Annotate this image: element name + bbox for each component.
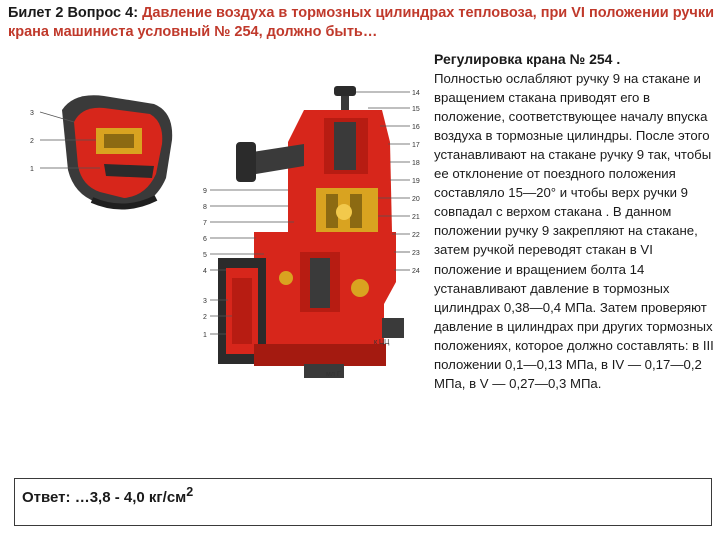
instruction-body: Полностью ослабляют ручку 9 на стакане и вращением стакана приводят его в положение, соответствующее началу впуска воздуха в тормозные цилиндры. После этого устанавливают на стакане ручку 9 так, чтобы ее отклонение от поездного положения составляло 15—20° и чтобы верх ручки 9 совпадал с верхом стакана . В данном положении ручку 9 закрепляют на стакане, затем ручкой переводят стакан в VI положение и вращением болта 14 устанавливают давление в тормозных цилиндрах 0,38—0,4 МПа. Затем проверяют давление в цилиндрах при других тормозных положениях, которое должно составлять: в III положении 0,1—0,13 МПа, в IV — 0,17—0,2 МПа, в V — 0,27—0,3 МПа.: [434, 71, 714, 391]
callout-15: 15: [412, 106, 420, 113]
callout-8: 8: [203, 204, 207, 211]
callout-4: 4: [203, 268, 207, 275]
callout-5: 5: [203, 252, 207, 259]
callout-16: 16: [412, 124, 420, 131]
answer-label: Ответ:: [22, 489, 71, 506]
crane-diagram: [4, 82, 426, 382]
callout-24: 24: [412, 268, 420, 275]
callout-18: 18: [412, 160, 420, 167]
inset-callout-3: 3: [30, 110, 34, 117]
callout-2: 2: [203, 314, 207, 321]
callout-1: 1: [203, 332, 207, 339]
caption-side: к ЦЦ: [374, 339, 390, 346]
section-title: Регулировка крана № 254 .: [434, 51, 621, 67]
callout-22: 22: [412, 232, 420, 239]
main-cutaway: [218, 86, 404, 378]
answer-superscript: 2: [186, 485, 194, 499]
callout-23: 23: [412, 250, 420, 257]
callout-17: 17: [412, 142, 420, 149]
callout-14: 14: [412, 90, 420, 97]
question-header: [8, 4, 714, 42]
inset-detail: [40, 95, 172, 208]
answer-box: [14, 478, 712, 526]
callout-21: 21: [412, 214, 420, 221]
callout-3: 3: [203, 298, 207, 305]
callout-7: 7: [203, 220, 207, 227]
inset-callout-2: 2: [30, 138, 34, 145]
callout-9: 9: [203, 188, 207, 195]
instruction-text: [434, 50, 716, 393]
callout-6: 6: [203, 236, 207, 243]
question-text: Давление воздуха в тормозных цилиндрах тепловоза, при VI положении ручки крана машиниста условный № 254, должно быть…: [8, 5, 715, 40]
caption-bottom: мл Г: [326, 371, 341, 378]
ticket-label: Билет 2 Вопрос 4:: [8, 5, 143, 21]
inset-callout-1: 1: [30, 166, 34, 173]
callout-20: 20: [412, 196, 420, 203]
answer-value: …3,8 - 4,0 кг/см: [74, 489, 187, 506]
callout-19: 19: [412, 178, 420, 185]
